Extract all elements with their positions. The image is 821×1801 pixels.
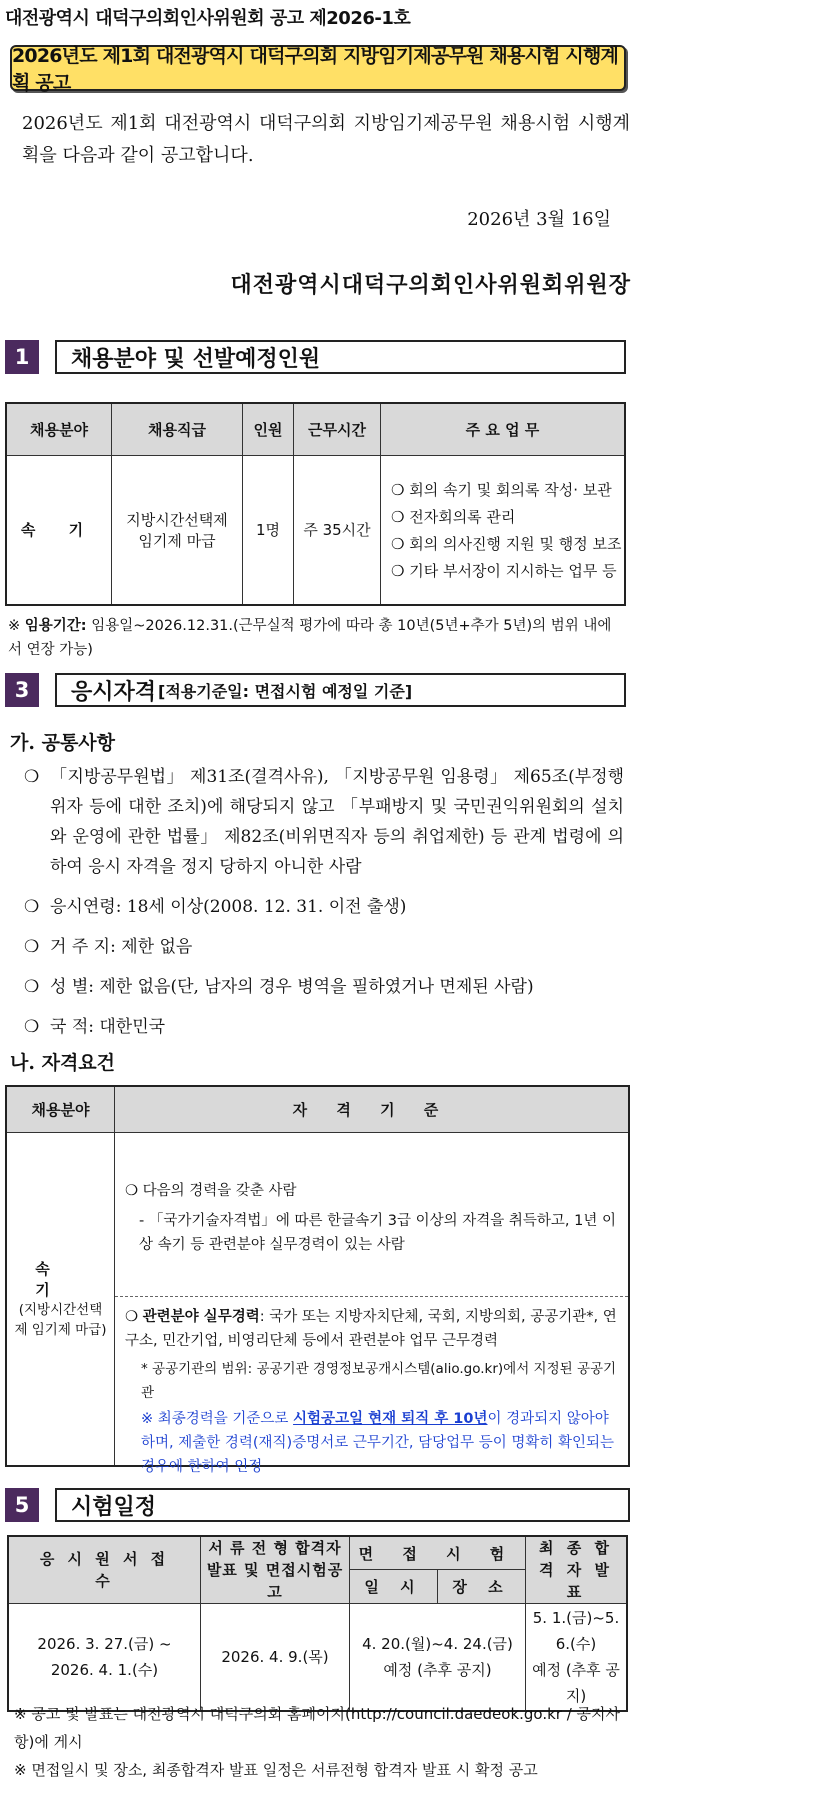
list-item [24, 762, 624, 882]
header-hours: 근무시간 [294, 403, 381, 455]
header-count: 인원 [243, 403, 294, 455]
req-field-name: 속 기 [35, 1259, 94, 1299]
requirements-table [5, 1085, 630, 1475]
intro-paragraph: 2026년도 제1회 대전광역시 대덕구의회 지방임기제공무원 채용시험 시행계획을 다음과 같이 공고합니다. [22, 113, 630, 166]
circle-bullet-icon: ❍ [24, 937, 40, 957]
criteria-label: 관련분야 실무경력 [142, 1308, 260, 1325]
interview-line: 예정 (추후 공지) [383, 1661, 492, 1679]
schedule-table [7, 1535, 628, 1712]
schedule-notes [14, 1700, 626, 1784]
header-field: 채용분야 [6, 403, 112, 455]
criteria-sub-text: - 「국가기술자격법」에 따른 한글속기 3급 이상의 자격을 취득하고, 1년 이상 속기 등 관련분야 실무경력이 있는 사람 [139, 1212, 616, 1253]
req-field-cell [6, 1132, 115, 1466]
criteria-item: ❍ 다음의 경력을 갖춘 사람 [125, 1182, 297, 1199]
section3-heading [5, 673, 626, 707]
apply-line: 2026. 4. 1.(수) [50, 1661, 159, 1679]
header-criteria: 자 격 기 준 [115, 1086, 630, 1132]
criteria-note: * 공공기관의 범위: 공공기관 경영정보공개시스템(alio.go.kr)에서 지정된 공공기관 [141, 1360, 617, 1401]
signer: 대전광역시대덕구의회인사위원회위원장 [230, 273, 631, 298]
final-cell [526, 1604, 628, 1712]
req-criteria-cell [115, 1132, 630, 1475]
criteria-block-2 [115, 1297, 628, 1475]
list-item-text: 거 주 지: 제한 없음 [50, 937, 193, 957]
table-row [6, 455, 625, 605]
positions-table [5, 402, 626, 606]
section5-heading [5, 1488, 630, 1522]
req-field-sub: (지방시간선택제 임기제 마급) [14, 1301, 107, 1338]
note-text: 임용일~2026.12.31.(근무실적 평가에 따라 총 10년(5년+추가 5년)의 범위 내에서 연장 가능) [8, 618, 612, 658]
header-final: 최 종 합 격 자 발 표 [526, 1536, 628, 1604]
duty-item: ❍ 회의 의사진행 지원 및 행정 보조 [391, 534, 622, 553]
apply-line: 2026. 3. 27.(금) ~ [37, 1635, 172, 1653]
common-list [24, 762, 624, 1042]
criteria-text: : 국가 또는 지방자치단체, 국회, 지방의회, 공공기관*, 연구소, 민간기업, 비영리단체 등에서 관련분야 업무 근무경력 [125, 1308, 617, 1349]
notice-number: 대전광역시 대덕구의회인사위원회 공고 제2026-1호 [5, 8, 411, 29]
field-cell: 속 기 [6, 455, 112, 605]
circle-bullet-icon: ❍ [24, 897, 40, 917]
header-grade: 채용직급 [112, 403, 243, 455]
duty-item: ❍ 전자회의록 관리 [391, 507, 516, 526]
section-number: 1 [5, 340, 39, 374]
interview-cell [350, 1604, 526, 1712]
list-item [24, 892, 624, 922]
list-item-text: 국 적: 대한민국 [50, 1017, 166, 1037]
employment-period-note [8, 614, 620, 662]
header-apply: 응 시 원 서 접 수 [8, 1536, 201, 1604]
circle-bullet-icon: ❍ [24, 767, 40, 787]
circle-bullet-icon: ❍ [24, 1017, 40, 1037]
final-line: 5. 1.(금)~5. 6.(수) [532, 1609, 620, 1653]
common-heading: 가. 공통사항 [10, 732, 115, 754]
grade-cell [112, 455, 243, 605]
criteria-text: 다음의 경력을 갖춘 사람 [142, 1182, 297, 1199]
criteria-block-1 [115, 1133, 628, 1297]
criteria-warning [125, 1407, 618, 1479]
list-item-text: 「지방공무원법」 제31조(결격사유), 「지방공무원 임용령」 제65조(부정행위자 등에 대한 조치)에 해당되지 않고 「부패방지 및 국민권익위원회의 설치와 운영에 관한 법률」 제82조(비위면직자 등의 취업제한) 등 관계 법령에 의하여 응시 자격을 정지 당하지 아니한 사람 [50, 767, 624, 877]
document-title: 2026년도 제1회 대전광역시 대덕구의회 지방임기제공무원 채용시험 시행계획 공고 [10, 45, 626, 91]
table-row [8, 1604, 627, 1712]
notice-date: 2026년 3월 16일 [467, 209, 611, 230]
duty-text: 전자회의록 관리 [409, 507, 516, 526]
section-subtitle: [적용기준일: 면접시험 예정일 기준] [158, 681, 413, 701]
section1-heading [5, 340, 626, 374]
count-cell: 1명 [243, 455, 294, 605]
apply-cell [8, 1604, 201, 1712]
schedule-note: ※ 공고 및 발표는 대전광역시 대덕구의회 홈페이지(http://council.daedeok.go.kr / 공지사항)에 게시 [14, 1705, 621, 1751]
list-item [24, 932, 624, 962]
duty-text: 기타 부서장이 지시하는 업무 등 [409, 561, 617, 580]
duty-item: ❍ 회의 속기 및 회의록 작성· 보관 [391, 480, 612, 499]
section-number: 3 [5, 673, 39, 707]
header-duties: 주 요 업 무 [381, 403, 626, 455]
section-title: 채용분야 및 선발예정인원 [55, 340, 626, 374]
duties-cell [381, 455, 626, 605]
grade-line: 지방시간선택제 [126, 510, 228, 529]
section-title: 응시자격 [71, 679, 157, 705]
grade-line: 임기제 마급 [138, 531, 216, 550]
section-title-box [55, 673, 626, 707]
table-row [6, 1132, 629, 1466]
table-header-row [6, 403, 625, 455]
list-item [24, 972, 624, 1002]
header-interview-date: 일 시 [350, 1570, 438, 1604]
list-item [24, 1012, 624, 1042]
list-item-text: 응시연령: 18세 이상(2008. 12. 31. 이전 출생) [50, 897, 407, 917]
section-number: 5 [5, 1488, 39, 1522]
list-item-text: 성 별: 제한 없음(단, 남자의 경우 병역을 필하였거나 면제된 사람) [50, 977, 534, 997]
warning-text: 이 경과되지 않아야 하며, 제출한 경력(재직)증명서로 근무기간, 담당업무 등이 명확히 확인되는 경우에 한하여 인정 [141, 1410, 615, 1475]
header-interview-place: 장 소 [438, 1570, 526, 1604]
circle-bullet-icon: ❍ [24, 977, 40, 997]
warning-text: ※ 최종경력을 기준으로 [141, 1410, 294, 1427]
doc-cell: 2026. 4. 9.(목) [201, 1604, 350, 1712]
table-header-row [8, 1536, 627, 1570]
note-mark: ※ [8, 618, 21, 634]
section-title: 시험일정 [55, 1488, 630, 1522]
duty-text: 회의 의사진행 지원 및 행정 보조 [409, 534, 622, 553]
duty-item: ❍ 기타 부서장이 지시하는 업무 등 [391, 561, 617, 580]
header-interview: 면 접 시 험 [350, 1536, 526, 1570]
header-field: 채용분야 [6, 1086, 115, 1132]
duty-text: 회의 속기 및 회의록 작성· 보관 [409, 480, 612, 499]
table-header-row [6, 1086, 629, 1132]
hours-cell: 주 35시간 [294, 455, 381, 605]
schedule-note: ※ 면접일시 및 장소, 최종합격자 발표 일정은 서류전형 합격자 발표 시 확정 공고 [14, 1761, 538, 1779]
criteria-item: ❍ 관련분야 실무경력: 국가 또는 지방자치단체, 국회, 지방의회, 공공기관*, 연구소, 민간기업, 비영리단체 등에서 관련분야 업무 근무경력 [125, 1308, 617, 1349]
header-doc: 서 류 전 형 합격자 발표 및 면접시험공고 [201, 1536, 350, 1604]
warning-emphasis: 시험공고일 현재 퇴직 후 10년 [293, 1410, 488, 1427]
note-label: 임용기간: [24, 618, 87, 634]
requirements-heading: 나. 자격요건 [10, 1052, 115, 1074]
final-line: 예정 (추후 공지) [532, 1661, 620, 1705]
interview-line: 4. 20.(월)~4. 24.(금) [362, 1635, 513, 1653]
